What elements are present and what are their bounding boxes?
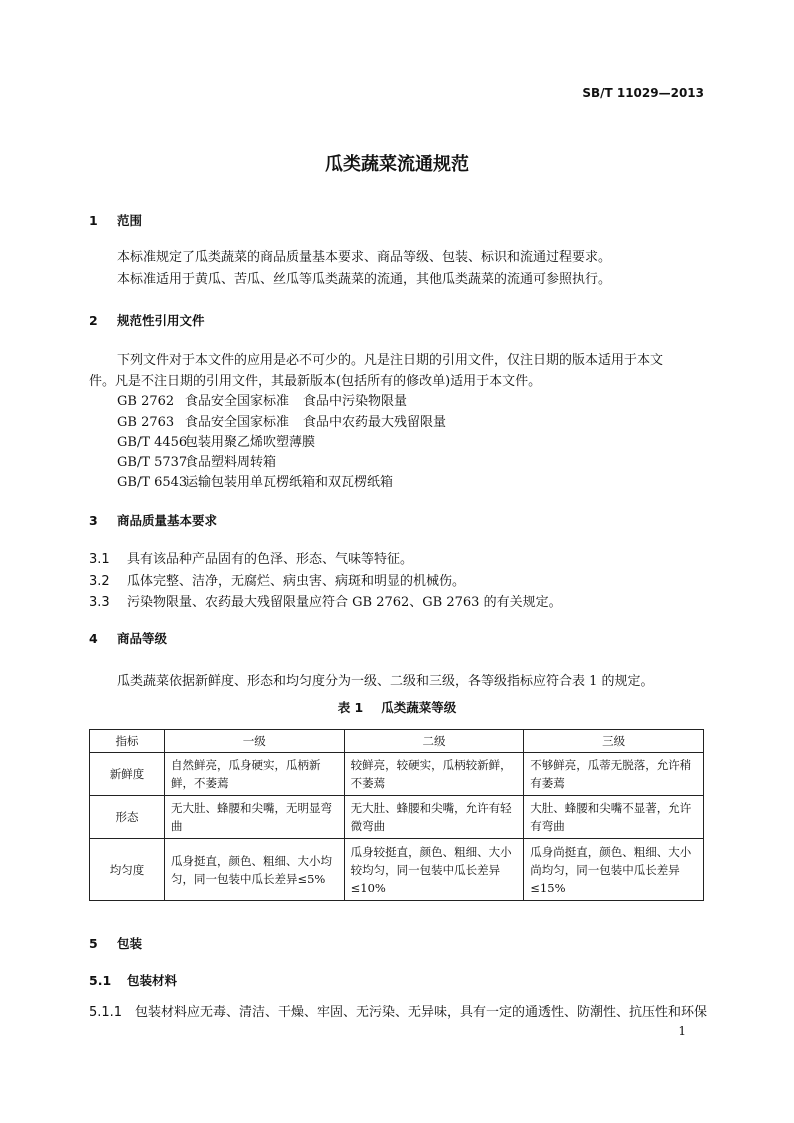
table-title: 瓜类蔬菜等级 xyxy=(381,700,457,715)
subsection-number: 5.1 xyxy=(89,973,112,988)
reference-code: GB/T 4456 xyxy=(117,435,188,450)
normative-intro-line-1: 下列文件对于本文件的应用是必不可少的。凡是注日期的引用文件，仅注日期的版本适用于本文 xyxy=(117,353,664,368)
reference-item xyxy=(117,431,315,450)
section-title: 范围 xyxy=(117,213,143,228)
table-cell: 大肚、蜂腰和尖嘴不显著，允许有弯曲 xyxy=(524,796,704,839)
reference-name: 食品塑料周转箱 xyxy=(185,455,277,470)
clause-item xyxy=(89,591,562,610)
table-cell: 较鲜亮，较硬实，瓜柄较新鲜，不萎蔫 xyxy=(344,753,524,796)
section-number: 4 xyxy=(89,631,98,646)
reference-name: 食品安全国家标准 食品中农药最大残留限量 xyxy=(185,415,447,430)
reference-code: GB 2763 xyxy=(117,415,175,430)
header-cell: 指标 xyxy=(90,730,165,753)
section-title: 包装 xyxy=(117,936,143,951)
reference-name: 包装用聚乙烯吹塑薄膜 xyxy=(185,435,316,450)
section-title: 商品等级 xyxy=(117,631,168,646)
section-5-heading xyxy=(89,934,142,952)
standard-number: SB/T 11029—2013 xyxy=(582,86,704,100)
section-2-heading xyxy=(89,311,205,329)
document-title: 瓜类蔬菜流通规范 xyxy=(325,154,469,175)
table-cell: 自然鲜亮，瓜身硬实，瓜柄新鲜，不萎蔫 xyxy=(164,753,344,796)
reference-code: GB/T 5737 xyxy=(117,455,188,470)
section-number: 5 xyxy=(89,936,98,951)
table-cell: 瓜身挺直，颜色、粗细、大小均匀，同一包装中瓜长差异≤5% xyxy=(164,839,344,901)
scope-paragraph-1: 本标准规定了瓜类蔬菜的商品质量基本要求、商品等级、包装、标识和流通过程要求。 xyxy=(117,250,612,265)
section-number: 3 xyxy=(89,513,98,528)
table-row xyxy=(90,753,704,796)
reference-item xyxy=(117,451,276,470)
table-cell: 瓜身尚挺直，颜色、粗细、大小尚均匀，同一包装中瓜长差异≤15% xyxy=(524,839,704,901)
clause-text: 污染物限量、农药最大残留限量应符合 GB 2762、GB 2763 的有关规定。 xyxy=(127,595,562,610)
header-cell: 一级 xyxy=(164,730,344,753)
clause-item xyxy=(89,570,465,589)
row-label: 新鲜度 xyxy=(90,753,165,796)
reference-item xyxy=(117,390,407,409)
section-title: 商品质量基本要求 xyxy=(117,513,218,528)
page-number: 1 xyxy=(678,1024,686,1038)
section-number: 2 xyxy=(89,313,98,328)
table-number: 表 1 xyxy=(337,700,364,715)
clause-number: 3.1 xyxy=(89,552,110,567)
table-cell: 瓜身较挺直，颜色、粗细、大小较均匀，同一包装中瓜长差异≤10% xyxy=(344,839,524,901)
row-label: 形态 xyxy=(90,796,165,839)
clause-item xyxy=(89,548,413,567)
reference-item xyxy=(117,471,393,490)
table-cell: 不够鲜亮，瓜蒂无脱落，允许稍有萎蔫 xyxy=(524,753,704,796)
reference-name: 运输包装用单瓦楞纸箱和双瓦楞纸箱 xyxy=(185,475,394,490)
table-row xyxy=(90,796,704,839)
clause-text: 包装材料应无毒、清洁、干燥、牢固、无污染、无异味，具有一定的通透性、防潮性、抗压性和环保 xyxy=(135,1005,708,1020)
scope-paragraph-2: 本标准适用于黄瓜、苦瓜、丝瓜等瓜类蔬菜的流通，其他瓜类蔬菜的流通可参照执行。 xyxy=(117,272,612,287)
section-4-heading xyxy=(89,629,167,647)
normative-intro-line-2: 件。凡是不注日期的引用文件，其最新版本(包括所有的修改单)适用于本文件。 xyxy=(89,374,542,389)
reference-name: 食品安全国家标准 食品中污染物限量 xyxy=(185,394,408,409)
section-title: 规范性引用文件 xyxy=(117,313,205,328)
header-cell: 三级 xyxy=(524,730,704,753)
clause-number: 5.1.1 xyxy=(89,1005,123,1020)
grade-table xyxy=(89,729,704,901)
subsection-title: 包装材料 xyxy=(127,973,178,988)
subsection-5-1-heading xyxy=(89,971,177,989)
clause-text: 具有该品种产品固有的色泽、形态、气味等特征。 xyxy=(127,552,414,567)
header-cell: 二级 xyxy=(344,730,524,753)
reference-item xyxy=(117,411,446,430)
table-caption xyxy=(0,698,794,716)
reference-code: GB 2762 xyxy=(117,394,175,409)
section-1-heading xyxy=(89,211,142,229)
clause-text: 瓜体完整、洁净，无腐烂、病虫害、病斑和明显的机械伤。 xyxy=(127,574,466,589)
clause-5-1-1 xyxy=(89,1001,707,1020)
reference-code: GB/T 6543 xyxy=(117,475,188,490)
section-3-heading xyxy=(89,511,217,529)
section-number: 1 xyxy=(89,213,98,228)
clause-number: 3.2 xyxy=(89,574,110,589)
table-row xyxy=(90,839,704,901)
row-label: 均匀度 xyxy=(90,839,165,901)
clause-number: 3.3 xyxy=(89,595,110,610)
grading-paragraph: 瓜类蔬菜依据新鲜度、形态和均匀度分为一级、二级和三级，各等级指标应符合表 1 的规定。 xyxy=(117,674,654,689)
table-cell: 无大肚、蜂腰和尖嘴，无明显弯曲 xyxy=(164,796,344,839)
table-header-row xyxy=(90,730,704,753)
table-cell: 无大肚、蜂腰和尖嘴，允许有轻微弯曲 xyxy=(344,796,524,839)
